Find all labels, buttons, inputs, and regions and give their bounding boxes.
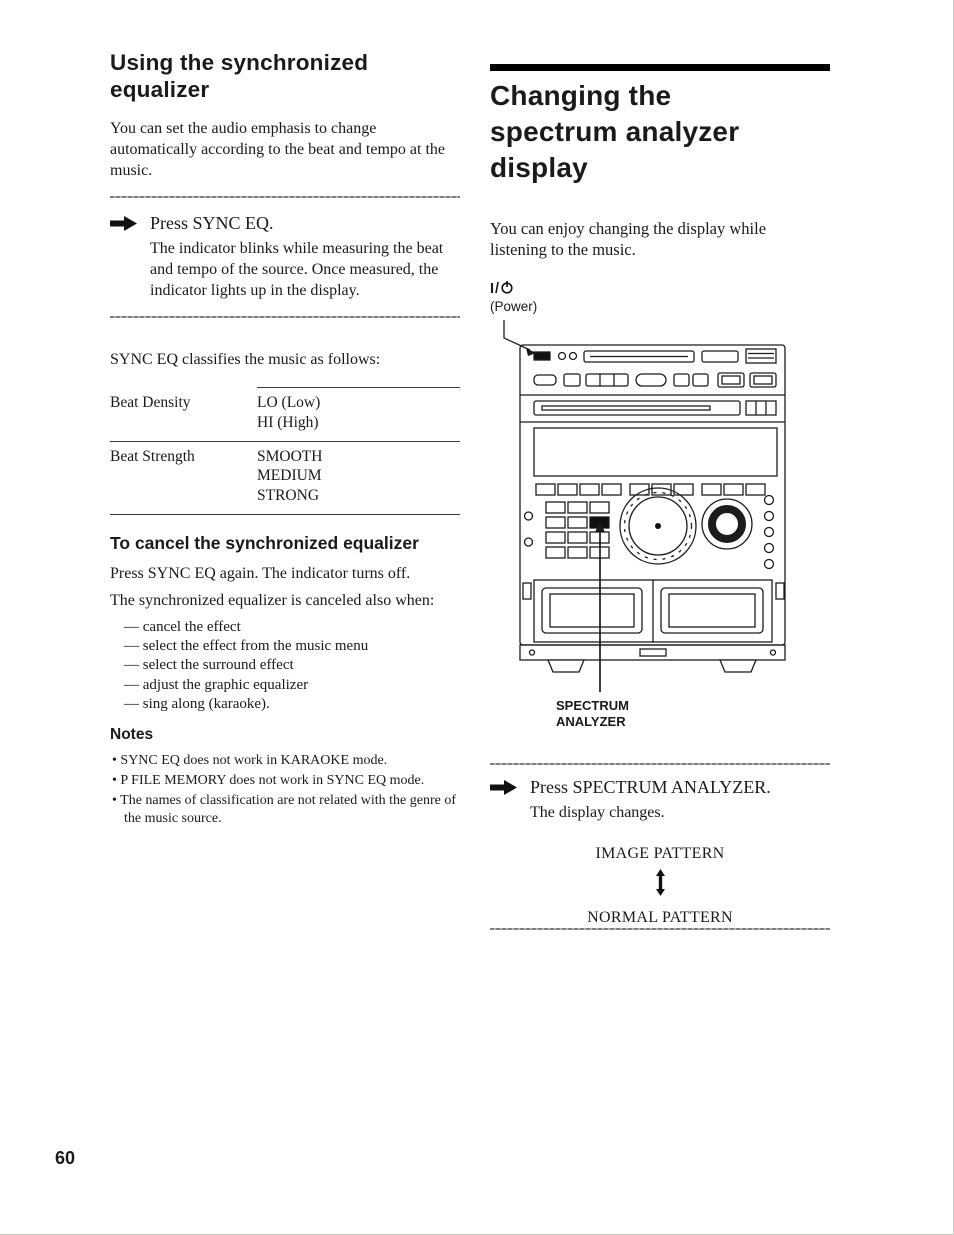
step-detail: The display changes. (530, 803, 665, 821)
list-item: — sing along (karaoke). (124, 695, 270, 712)
table-row-label: Beat Density (110, 388, 257, 442)
table-row (110, 441, 460, 514)
spectrum-label-line2: ANALYZER (556, 714, 626, 730)
divider (490, 928, 830, 930)
table-row-values (257, 388, 460, 442)
classify-intro: SYNC EQ classifies the music as follows: (110, 351, 381, 369)
table-cell: STRONG (257, 486, 320, 504)
note-item: • P FILE MEMORY does not work in SYNC EQ mode. (112, 773, 425, 789)
stereo-system-drawing (490, 280, 830, 745)
right-section-title: Changing the spectrum analyzer display (490, 80, 740, 183)
step-sync-eq (110, 212, 460, 301)
step-arrow-icon (110, 212, 138, 301)
left-section-title: Using the synchronized equalizer (110, 50, 369, 102)
table-row-label: Beat Strength (110, 441, 257, 514)
display-pattern-toggle (490, 845, 830, 927)
classification-table (110, 387, 460, 515)
cancel-line2: The synchronized equalizer is canceled also when: (110, 592, 435, 610)
step-arrow-icon (490, 776, 518, 823)
divider (110, 316, 460, 318)
note-item: • The names of classification are not related with the genre of the music source. (112, 793, 457, 827)
step-spectrum-analyzer (490, 776, 830, 823)
pattern-top-label: IMAGE PATTERN (595, 845, 725, 862)
notes-heading: Notes (110, 725, 154, 743)
power-label-text: I/ (490, 281, 501, 297)
stereo-illustration (490, 280, 830, 745)
cancel-conditions-list (124, 618, 460, 714)
page-number: 60 (55, 1148, 76, 1168)
divider (490, 763, 830, 765)
right-column (490, 0, 830, 1235)
power-label-symbols (490, 280, 537, 298)
step-text (530, 776, 771, 823)
power-callout-label (490, 280, 537, 314)
spectrum-analyzer-callout-label (556, 698, 629, 731)
left-column (110, 50, 460, 831)
table-cell: LO (Low) (257, 394, 321, 412)
table-row-values (257, 441, 460, 514)
table-cell: HI (High) (257, 413, 319, 431)
divider (110, 196, 460, 198)
list-item: — adjust the graphic equalizer (124, 676, 309, 693)
right-intro-text: You can enjoy changing the display while listening to the music. (490, 219, 767, 260)
cancel-line1: Press SYNC EQ again. The indicator turns off. (110, 565, 411, 583)
step-text (150, 212, 460, 301)
step-action: Press SPECTRUM ANALYZER. (530, 777, 771, 797)
updown-arrow-icon (490, 869, 830, 901)
notes-list (112, 752, 460, 829)
step-action: Press SYNC EQ. (150, 213, 274, 234)
left-intro-text: You can set the audio emphasis to change automatically according to the beat and tempo at the music. (110, 120, 445, 179)
note-item: • SYNC EQ does not work in KARAOKE mode. (112, 752, 388, 768)
power-label-sub: (Power) (490, 299, 538, 314)
list-item: — select the surround effect (124, 657, 294, 674)
section-rule-bar (490, 64, 830, 71)
list-item: — cancel the effect (124, 618, 241, 635)
list-item: — select the effect from the music menu (124, 638, 369, 655)
spectrum-label-line1: SPECTRUM (556, 698, 629, 713)
table-row (110, 388, 460, 442)
table-cell: SMOOTH (257, 447, 323, 465)
pattern-bottom-label: NORMAL PATTERN (587, 909, 733, 926)
table-cell: MEDIUM (257, 467, 322, 485)
step-detail: The indicator blinks while measuring the beat and tempo of the source. Once measured, the indicator lights up in the display. (150, 239, 444, 299)
cancel-heading: To cancel the synchronized equalizer (110, 533, 419, 554)
power-icon (500, 280, 514, 298)
